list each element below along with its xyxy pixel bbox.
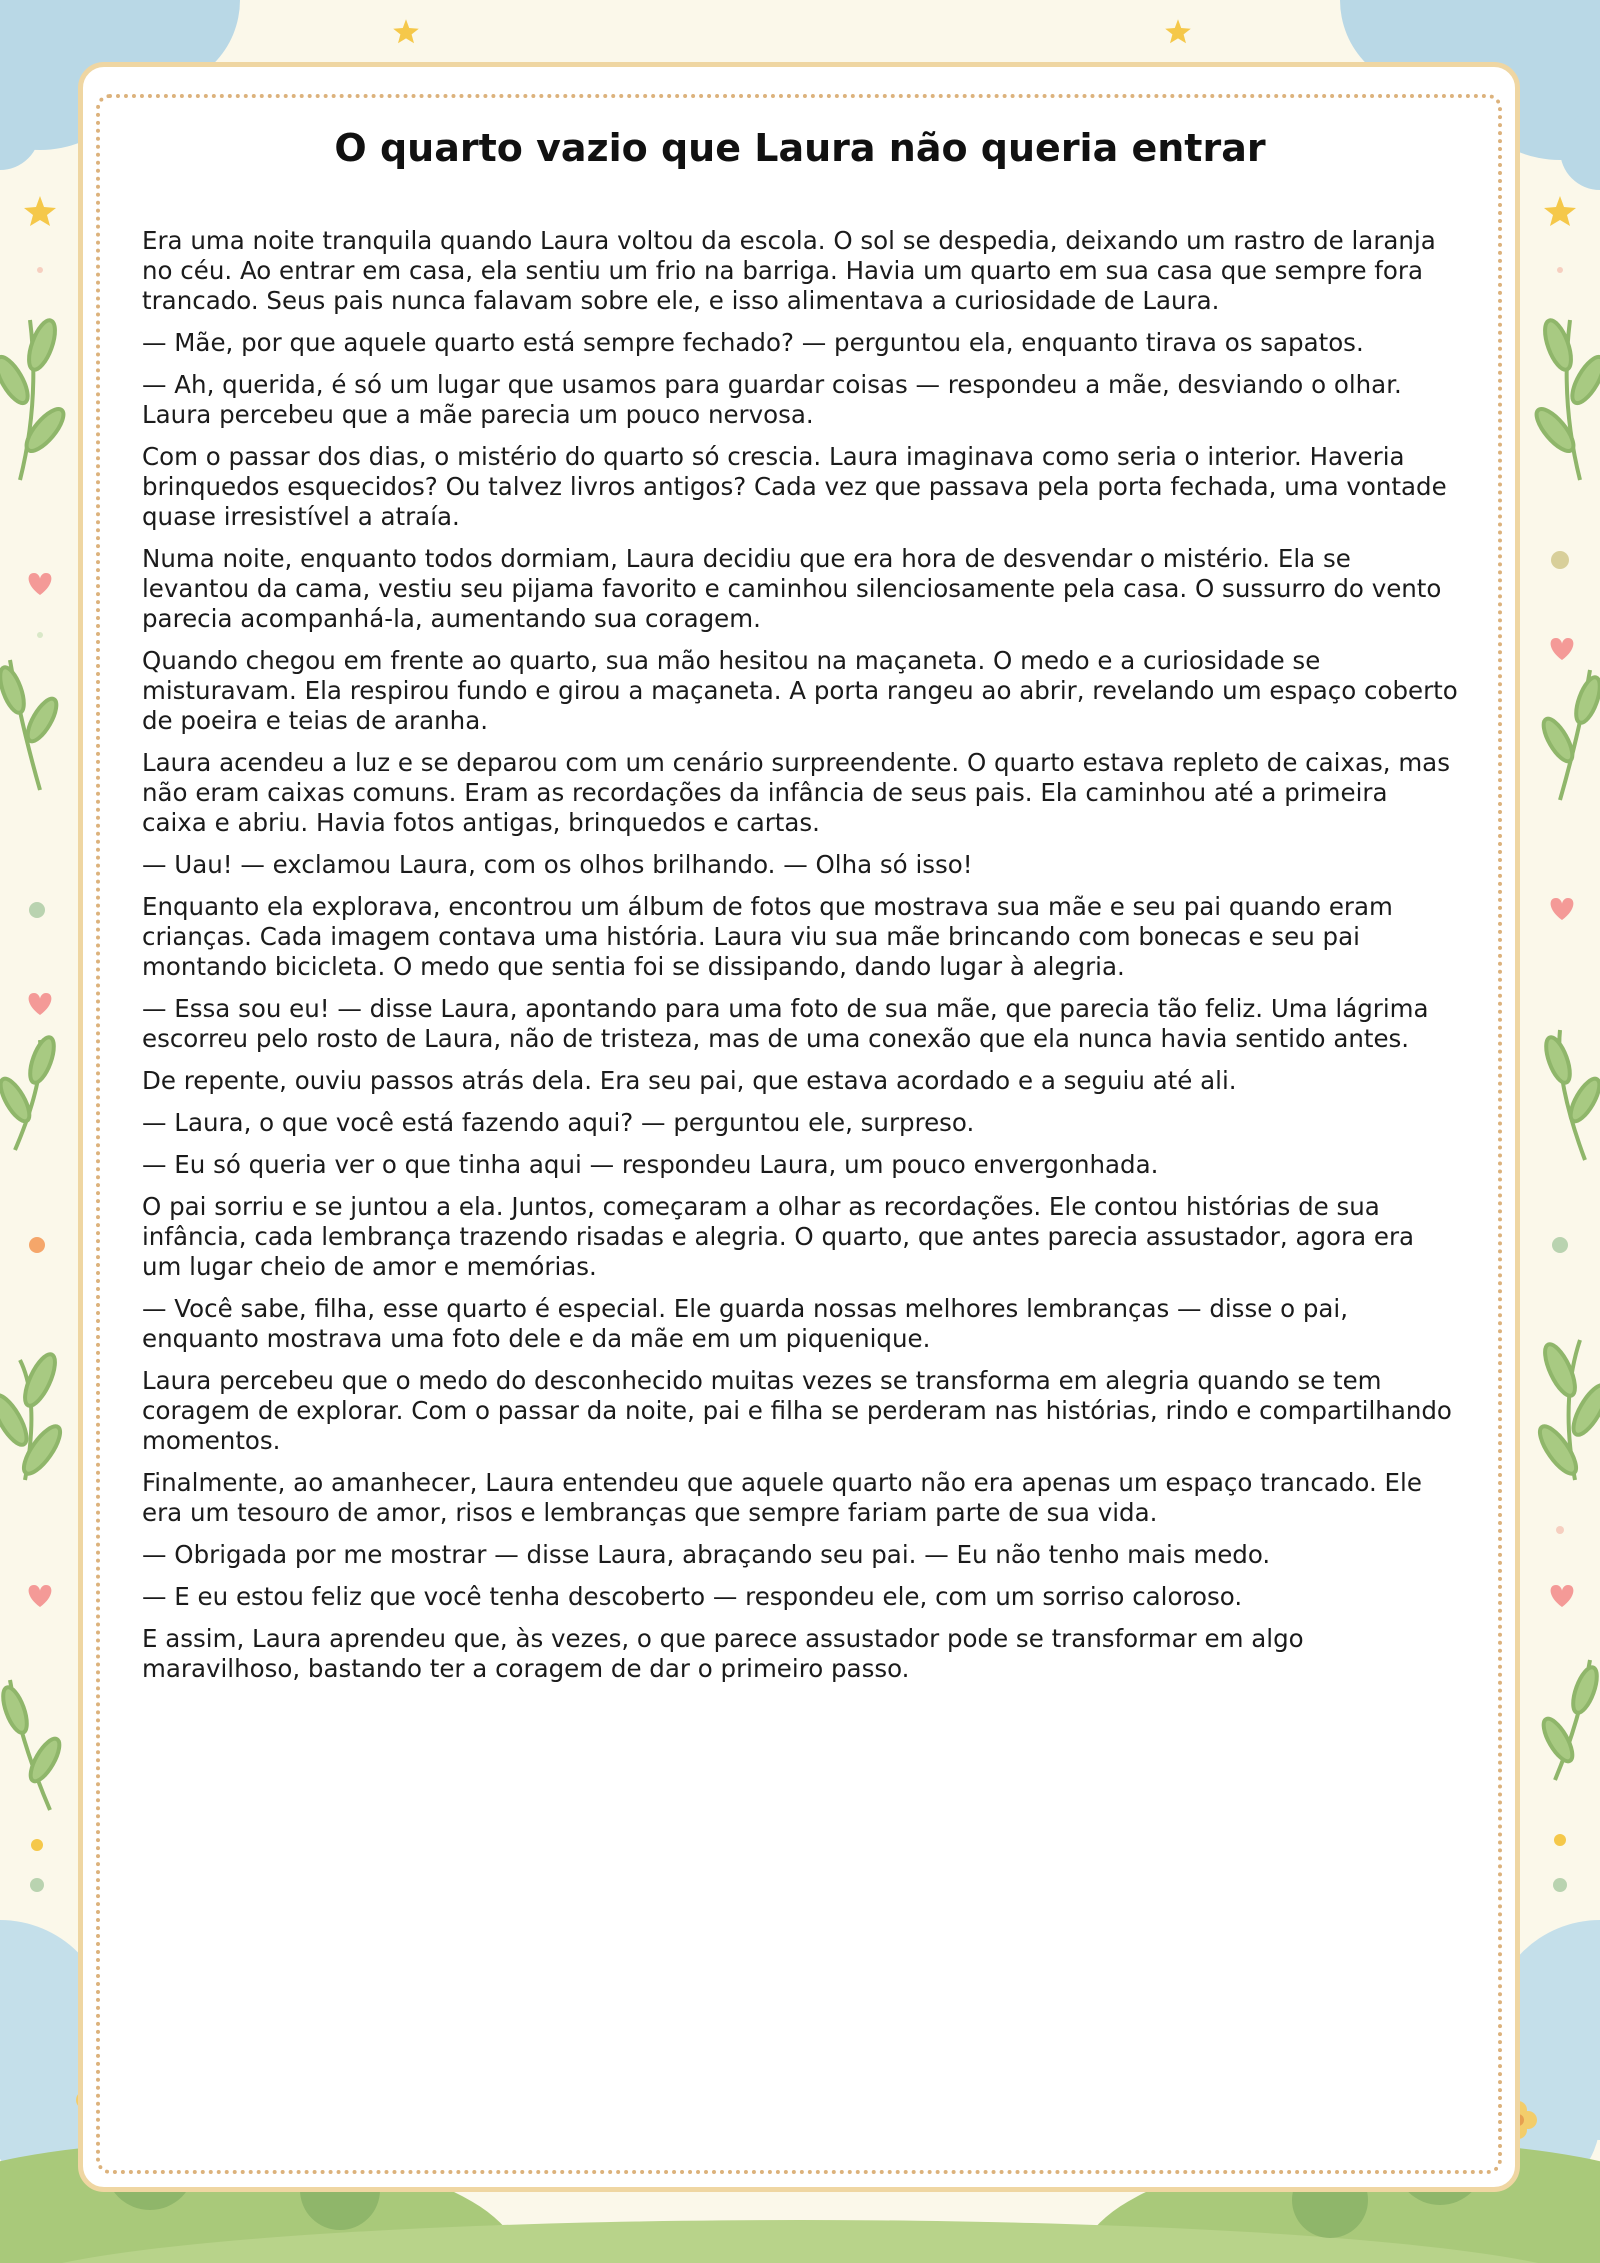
story-paragraph: Com o passar dos dias, o mistério do quarto só crescia. Laura imaginava como seria o interior. Haveria brinquedos esquecidos? Ou talvez livros antigos? Cada vez que passava pela porta fechada, uma vontade quase irresistível a atraía. [142, 442, 1447, 531]
story-paragraph: — Essa sou eu! — disse Laura, apontando para uma foto de sua mãe, que parecia tão feliz. Uma lágrima escorreu pelo rosto de Laura, não de tristeza, mas de uma conexão que ela nunca havia sentido antes. [142, 994, 1429, 1053]
story-body [142, 226, 1458, 1696]
story-paragraph: Enquanto ela explorava, encontrou um álbum de fotos que mostrava sua mãe e seu pai quando eram crianças. Cada imagem contava uma história. Laura viu sua mãe brincando com bonecas e seu pai montando bicicleta. O medo que sentia foi se dissipando, dando lugar à alegria. [142, 892, 1393, 981]
story-paragraph: — Uau! — exclamou Laura, com os olhos brilhando. — Olha só isso! [142, 850, 973, 879]
story-paragraph: — Obrigada por me mostrar — disse Laura, abraçando seu pai. — Eu não tenho mais medo. [142, 1540, 1271, 1569]
story-paragraph: Era uma noite tranquila quando Laura voltou da escola. O sol se despedia, deixando um rastro de laranja no céu. Ao entrar em casa, ela sentiu um frio na barriga. Havia um quarto em sua casa que sempre fora trancado. Seus pais nunca falavam sobre ele, e isso alimentava a curiosidade de Laura. [142, 226, 1436, 315]
story-paragraph: De repente, ouviu passos atrás dela. Era seu pai, que estava acordado e a seguiu até ali. [142, 1066, 1237, 1095]
story-paragraph: — Você sabe, filha, esse quarto é especial. Ele guarda nossas melhores lembranças — disse o pai, enquanto mostrava uma foto dele e da mãe em um piquenique. [142, 1294, 1349, 1353]
story-paragraph: Laura percebeu que o medo do desconhecido muitas vezes se transforma em alegria quando se tem coragem de explorar. Com o passar da noite, pai e filha se perderam nas histórias, rindo e compartilhando momentos. [142, 1366, 1452, 1455]
story-paragraph: Numa noite, enquanto todos dormiam, Laura decidiu que era hora de desvendar o mistério. Ela se levantou da cama, vestiu seu pijama favorito e caminhou silenciosamente pela casa. O sussurro do vento parecia acompanhá-la, aumentando sua coragem. [142, 544, 1442, 633]
story-paragraph: — Laura, o que você está fazendo aqui? — perguntou ele, surpreso. [142, 1108, 975, 1137]
story-paragraph: E assim, Laura aprendeu que, às vezes, o que parece assustador pode se transformar em algo maravilhoso, bastando ter a coragem de dar o primeiro passo. [142, 1624, 1304, 1683]
story-paragraph: Finalmente, ao amanhecer, Laura entendeu que aquele quarto não era apenas um espaço trancado. Ele era um tesouro de amor, risos e lembranças que sempre fariam parte de sua vida. [142, 1468, 1422, 1527]
story-paragraph: Laura acendeu a luz e se deparou com um cenário surpreendente. O quarto estava repleto de caixas, mas não eram caixas comuns. Eram as recordações da infância de seus pais. Ela caminhou até a primeira caixa e abriu. Havia fotos antigas, brinquedos e cartas. [142, 748, 1450, 837]
story-paragraph: — Ah, querida, é só um lugar que usamos para guardar coisas — respondeu a mãe, desviando o olhar. Laura percebeu que a mãe parecia um pouco nervosa. [142, 370, 1402, 429]
story-paragraph: — Eu só queria ver o que tinha aqui — respondeu Laura, um pouco envergonhada. [142, 1150, 1159, 1179]
story-paragraph: O pai sorriu e se juntou a ela. Juntos, começaram a olhar as recordações. Ele contou histórias de sua infância, cada lembrança trazendo risadas e alegria. O quarto, que antes parecia assustador, agora era um lugar cheio de amor e memórias. [142, 1192, 1415, 1281]
story-paragraph: — E eu estou feliz que você tenha descoberto — respondeu ele, com um sorriso caloroso. [142, 1582, 1243, 1611]
story-paragraph: Quando chegou em frente ao quarto, sua mão hesitou na maçaneta. O medo e a curiosidade se misturavam. Ela respirou fundo e girou a maçaneta. A porta rangeu ao abrir, revelando um espaço coberto de poeira e teias de aranha. [142, 646, 1458, 735]
leaf-sprigs-right [1531, 317, 1600, 1780]
story-paragraph: — Mãe, por que aquele quarto está sempre fechado? — perguntou ela, enquanto tirava os sapatos. [142, 328, 1364, 357]
story-title: O quarto vazio que Laura não queria entrar [334, 126, 1266, 170]
